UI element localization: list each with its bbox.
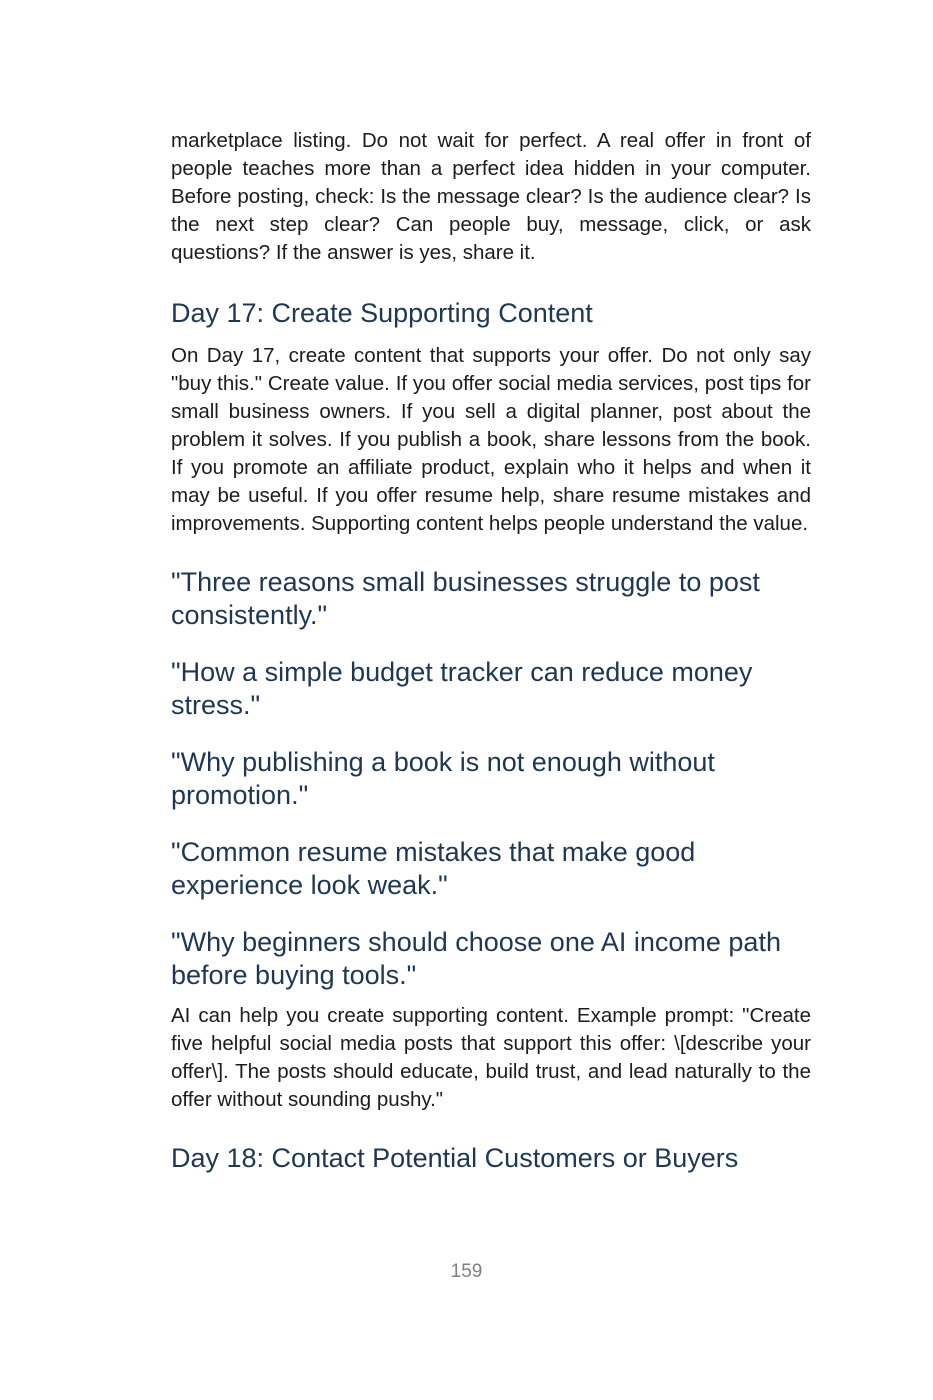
example-quote-2: "How a simple budget tracker can reduce money stress." <box>171 657 753 720</box>
example-quote-4: "Common resume mistakes that make good experience look weak." <box>171 837 696 900</box>
day17-paragraph: On Day 17, create content that supports your offer. Do not only say "buy this." Create value. If you offer social media services, post tips for small business owners. If you sell a digital planner, post about the problem it solves. If you publish a book, share lessons from the book. If you promote an affiliate product, explain who it helps and when it may be useful. If you offer resume help, share resume mistakes and improvements. Supporting content helps people understand the value. <box>171 344 811 535</box>
page-number: 159 <box>450 1261 483 1282</box>
day18-heading: Day 18: Contact Potential Customers or Buyers <box>171 1143 739 1173</box>
example-quote-5: "Why beginners should choose one AI income path before buying tools." <box>171 927 781 990</box>
ai-prompt-paragraph: AI can help you create supporting content. Example prompt: "Create five helpful social media posts that support this offer: \[describe your offer\]. The posts should educate, build trust, and lead naturally to the offer without sounding pushy." <box>171 1004 811 1111</box>
day17-heading: Day 17: Create Supporting Content <box>171 298 593 328</box>
page-content <box>171 127 811 1175</box>
intro-paragraph: marketplace listing. Do not wait for perfect. A real offer in front of people teaches more than a perfect idea hidden in your computer. Before posting, check: Is the message clear? Is the audience clear? Is the next step clear? Can people buy, message, click, or ask questions? If the answer is yes, share it. <box>171 129 811 264</box>
example-quote-3: "Why publishing a book is not enough without promotion." <box>171 747 715 810</box>
example-quote-1: "Three reasons small businesses struggle to post consistently." <box>171 567 760 630</box>
